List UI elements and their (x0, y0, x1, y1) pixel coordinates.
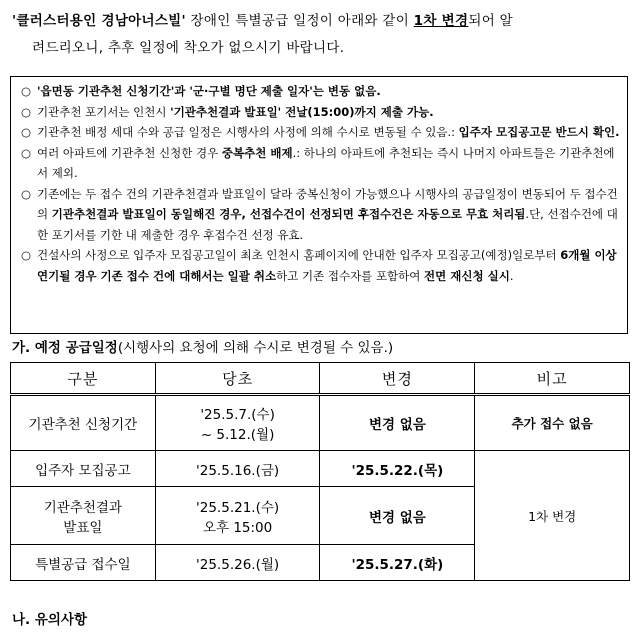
label-line-2: 발표일 (63, 519, 103, 536)
intro-line-2: 려드리오니, 추후 일정에 착오가 없으시기 바랍니다. (32, 40, 345, 56)
row-changed: 변경 없음 (320, 395, 475, 451)
change-highlight: 1차 변경 (413, 13, 469, 29)
intro-text-end: 되어 알 (468, 13, 513, 29)
orig-date: '25.5.21.(수) (196, 499, 280, 516)
intro-paragraph (12, 8, 632, 62)
notice-text (37, 81, 621, 102)
orig-time: 오후 15:00 (202, 519, 273, 536)
bullet-circle-icon: ○ (21, 248, 32, 262)
row-label (11, 487, 156, 545)
notice-item (21, 245, 621, 286)
bullet-circle-icon: ○ (21, 104, 32, 119)
row-changed: 변경 없음 (320, 487, 475, 545)
notice-segment: 중복추천 배제 (221, 145, 293, 160)
notice-segment: .단, 선접수건에 대한 포기서를 기한 내 제출한 경우 후접수건 선정 유효. (37, 207, 618, 242)
notice-segment: 기관추천 배정 세대 수와 공급 일정은 시행사의 사정에 의해 수시로 변동될 수 있음.: (37, 125, 459, 139)
bullet-circle-icon: ○ (21, 145, 32, 160)
notice-item (21, 122, 621, 143)
section-note: (시행사의 요청에 의해 수시로 변경될 수 있음.) (117, 340, 394, 356)
header-changed: 변경 (320, 363, 475, 395)
schedule-table (10, 362, 630, 581)
notice-item (21, 102, 621, 123)
row-changed: '25.5.27.(화) (320, 545, 475, 581)
header-original: 당초 (155, 363, 320, 395)
notice-segment: 기존에는 두 접수 건의 기관추천결과 발표일이 달라 중복신청이 가능했으나 시행사의 공급일정이 변동되어 두 접수건의 (37, 186, 618, 221)
notice-segment: 입주자 모집공고문 반드시 확인. (458, 125, 620, 139)
bullet-circle-icon: ○ (21, 186, 32, 201)
notice-box (10, 76, 628, 334)
notice-text (37, 245, 621, 286)
notice-text (37, 102, 621, 123)
notice-text (37, 184, 621, 246)
row-note: 추가 접수 없음 (475, 395, 630, 451)
notice-segment: '읍면동 기관추천 신청기간'과 '군·구별 명단 제출 일자'는 (37, 84, 328, 98)
notice-item (21, 184, 621, 246)
notice-text (37, 143, 621, 184)
notice-text (37, 122, 621, 143)
label-line-1: 기관추천결과 (43, 499, 122, 516)
notice-item (21, 143, 621, 184)
notice-segment: '기관추천결과 발표일' 전날(15:00)까지 제출 가능. (170, 104, 434, 119)
orig-date-end: ~ 5.12.(월) (200, 427, 275, 443)
orig-date: '25.5.7.(수) (200, 407, 275, 423)
bullet-circle-icon: ○ (21, 125, 32, 139)
notice-segment: 변동 없음. (327, 84, 381, 98)
table-row (11, 395, 630, 451)
notice-segment: .: 하나의 아파트에 추천되는 즉시 나머지 아파트들은 기관추천에서 제외. (37, 145, 615, 180)
notice-segment: 6개월 이상 연기될 경우 기존 접수 건에 대해서는 일괄 취소 (37, 248, 617, 283)
bullet-circle-icon: ○ (21, 84, 32, 98)
row-original (155, 395, 320, 451)
row-original: '25.5.26.(월) (155, 545, 320, 581)
notice-segment: 하고 기존 접수자를 포함하여 (276, 268, 425, 283)
row-changed: '25.5.22.(목) (320, 451, 475, 487)
row-original: '25.5.16.(금) (155, 451, 320, 487)
row-note-merged: 1차 변경 (475, 451, 630, 581)
row-original (155, 487, 320, 545)
notice-segment: 전면 재신청 실시 (424, 268, 510, 283)
section-title: 가. 예정 공급일정 (12, 340, 118, 356)
notice-item (21, 81, 621, 102)
notice-segment: 여러 아파트에 기관추천 신청한 경우 (37, 145, 222, 160)
notice-segment: 기관추천 포기서는 인천시 (37, 104, 171, 119)
intro-text: 장애인 특별공급 일정이 아래와 같이 (185, 13, 414, 29)
row-label: 기관추천 신청기간 (11, 395, 156, 451)
section-schedule-title (12, 336, 393, 356)
table-header-row (11, 363, 630, 395)
notice-segment: 기관추천결과 발표일이 동일해진 경우, 선접수건이 선정되면 후접수건은 자동으로 무효 처리됨 (51, 207, 526, 221)
notice-segment: . (509, 268, 514, 283)
project-name: '클러스터용인 경남아너스빌' (12, 13, 186, 29)
notice-segment: 건설사의 사정으로 입주자 모집공고일이 최초 인천시 홈페이지에 안내한 입주자 모집공고(예정)일로부터 (37, 248, 561, 262)
row-label: 입주자 모집공고 (11, 451, 156, 487)
header-category: 구분 (11, 363, 156, 395)
table-row (11, 451, 630, 487)
row-label: 특별공급 접수일 (11, 545, 156, 581)
header-note: 비고 (475, 363, 630, 395)
section-notes-title: 나. 유의사항 (12, 612, 88, 628)
